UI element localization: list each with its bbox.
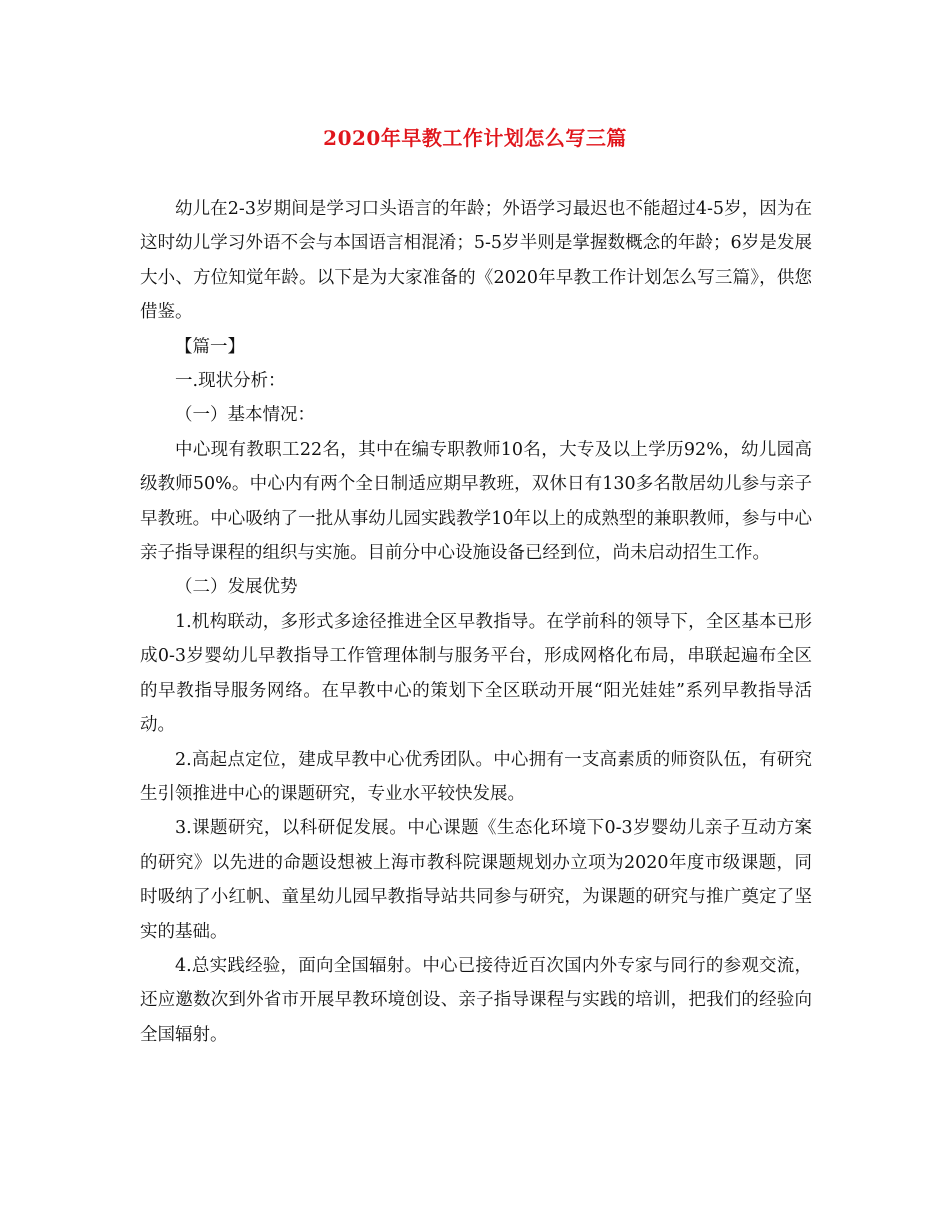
intro-paragraph: 幼儿在2-3岁期间是学习口头语言的年龄；外语学习最迟也不能超过4-5岁，因为在这时幼儿学习外语不会与本国语言相混淆；5-5岁半则是掌握数概念的年龄；6岁是发展大小、方位知觉年龄。以下是为大家准备的《2020年早教工作计划怎么写三篇》，供您借鉴。 (140, 199, 812, 323)
section-heading-part-one: 【篇一】 (175, 336, 245, 357)
subheading-basic-situation: （一）基本情况： (175, 405, 315, 426)
paragraph-advantage-2: 2.高起点定位，建成早教中心优秀团队。中心拥有一支高素质的师资队伍，有研究生引领推进中心的课题研究，专业水平较快发展。 (140, 749, 812, 804)
paragraph-advantage-1: 1.机构联动，多形式多途径推进全区早教指导。在学前科的领导下，全区基本已形成0-3岁婴幼儿早教指导工作管理体制与服务平台，形成网格化布局，串联起遍布全区的早教指导服务网络。在早教中心的策划下全区联动开展“阳光娃娃”系列早教指导活动。 (140, 611, 812, 736)
paragraph-basic-situation: 中心现有教职工22名，其中在编专职教师10名，大专及以上学历92%，幼儿园高级教师50%。中心内有两个全日制适应期早教班，双休日有130多名散居幼儿参与亲子早教班。中心吸纳了一批从事幼儿园实践教学10年以上的成熟型的兼职教师，参与中心亲子指导课程的组织与实施。目前分中心设施设备已经到位，尚未启动招生工作。 (140, 439, 812, 564)
document-title: 2020年早教工作计划怎么写三篇 (323, 126, 627, 150)
paragraph-advantage-4: 4.总实践经验，面向全国辐射。中心已接待近百次国内外专家与同行的参观交流，还应邀数次到外省市开展早教环境创设、亲子指导课程与实践的培训，把我们的经验向全国辐射。 (140, 955, 812, 1045)
document-body (140, 192, 812, 1052)
paragraph-advantage-3: 3.课题研究，以科研促发展。中心课题《生态化环境下0-3岁婴幼儿亲子互动方案的研究》以先进的命题设想被上海市教科院课题规划办立项为2020年度市级课题，同时吸纳了小红帆、童星幼儿园早教指导站共同参与研究，为课题的研究与推广奠定了坚实的基础。 (140, 818, 812, 942)
subheading-advantages: （二）发展优势 (175, 577, 298, 598)
heading-status-analysis: 一.现状分析： (175, 371, 286, 392)
